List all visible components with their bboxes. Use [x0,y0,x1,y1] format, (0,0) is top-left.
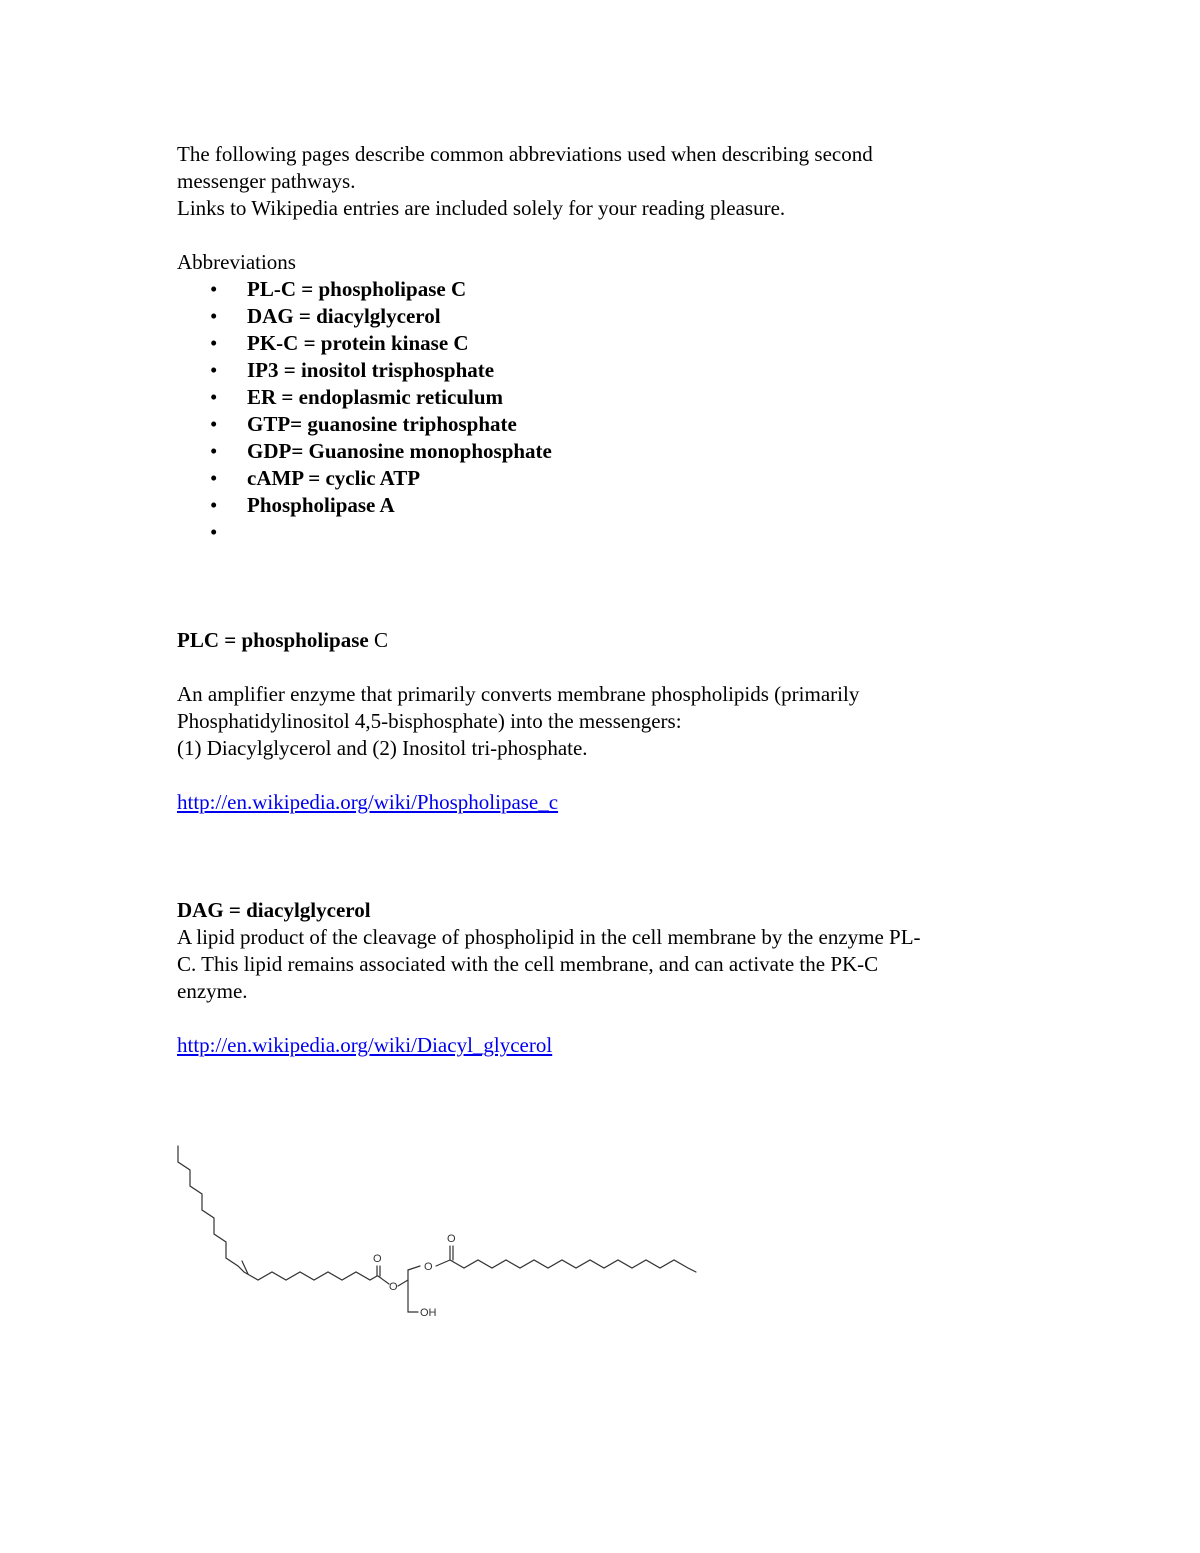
fatty-acid-chain-1-tail [244,1272,377,1280]
abbreviation-label: PK-C = protein kinase C [247,331,469,355]
plc-description-line-1: An amplifier enzyme that primarily converts membrane phospholipids (primarily [177,682,860,706]
dag-heading: DAG = diacylglycerol [177,898,371,922]
abbreviation-label: IP3 = inositol trisphosphate [247,358,495,382]
dag-wikipedia-link[interactable]: http://en.wikipedia.org/wiki/Diacyl_glycerol [177,1033,553,1057]
abbreviation-label: ER = endoplasmic reticulum [247,385,503,409]
plc-wikipedia-link[interactable]: http://en.wikipedia.org/wiki/Phospholipase_c [177,790,559,814]
list-item [177,411,1037,438]
abbreviation-label: Phospholipase A [247,493,395,517]
plc-heading [177,627,1037,654]
document-page [177,141,1037,1059]
bullet-icon: • [210,466,218,490]
diacylglycerol-structure-image [170,1140,710,1320]
bullet-icon: • [210,277,218,301]
abbreviation-label: PL-C = phospholipase C [247,277,467,301]
plc-description-line-3: (1) Diacylglycerol and (2) Inositol tri-phosphate. [177,736,588,760]
dag-description-line-1: A lipid product of the cleavage of phospholipid in the cell membrane by the enzyme PL- [177,925,921,949]
bullet-icon: • [210,412,218,436]
bullet-icon: • [210,493,218,517]
list-item [177,384,1037,411]
dag-description-line-3: enzyme. [177,979,248,1003]
dag-description-line-2: C. This lipid remains associated with the cell membrane, and can activate the PK-C [177,952,879,976]
abbreviation-label: GTP= guanosine triphosphate [247,412,517,436]
plc-heading-tail: C [368,628,388,652]
list-item [177,303,1037,330]
abbreviations-title: Abbreviations [177,250,296,274]
bullet-icon: • [210,385,218,409]
bullet-icon: • [210,520,218,544]
list-item [177,276,1037,303]
list-item [177,357,1037,384]
intro-line-3: Links to Wikipedia entries are included solely for your reading pleasure. [177,196,786,220]
oxygen-label: O [389,1281,398,1293]
plc-heading-bold: PLC = phospholipase [177,628,369,652]
list-item [177,438,1037,465]
list-item [177,492,1037,519]
list-item [177,330,1037,357]
intro-line-2: messenger pathways. [177,169,356,193]
hydroxyl-label: OH [420,1307,437,1319]
oxygen-label: O [373,1253,382,1265]
bullet-icon: • [210,304,218,328]
plc-description-line-2: Phosphatidylinositol 4,5-bisphosphate) into the messengers: [177,709,682,733]
abbreviation-label: cAMP = cyclic ATP [247,466,421,490]
fatty-acid-chain-1 [178,1146,244,1272]
bullet-icon: • [210,331,218,355]
list-item [177,519,1037,546]
bullet-icon: • [210,439,218,463]
oxygen-label: O [424,1261,433,1273]
oxygen-label: O [447,1233,456,1245]
bullet-icon: • [210,358,218,382]
abbreviation-label: DAG = diacylglycerol [247,304,441,328]
fatty-acid-chain-2 [450,1260,696,1272]
abbreviations-list [177,276,1037,546]
intro-line-1: The following pages describe common abbreviations used when describing second [177,142,873,166]
list-item [177,465,1037,492]
abbreviation-label: GDP= Guanosine monophosphate [247,439,552,463]
